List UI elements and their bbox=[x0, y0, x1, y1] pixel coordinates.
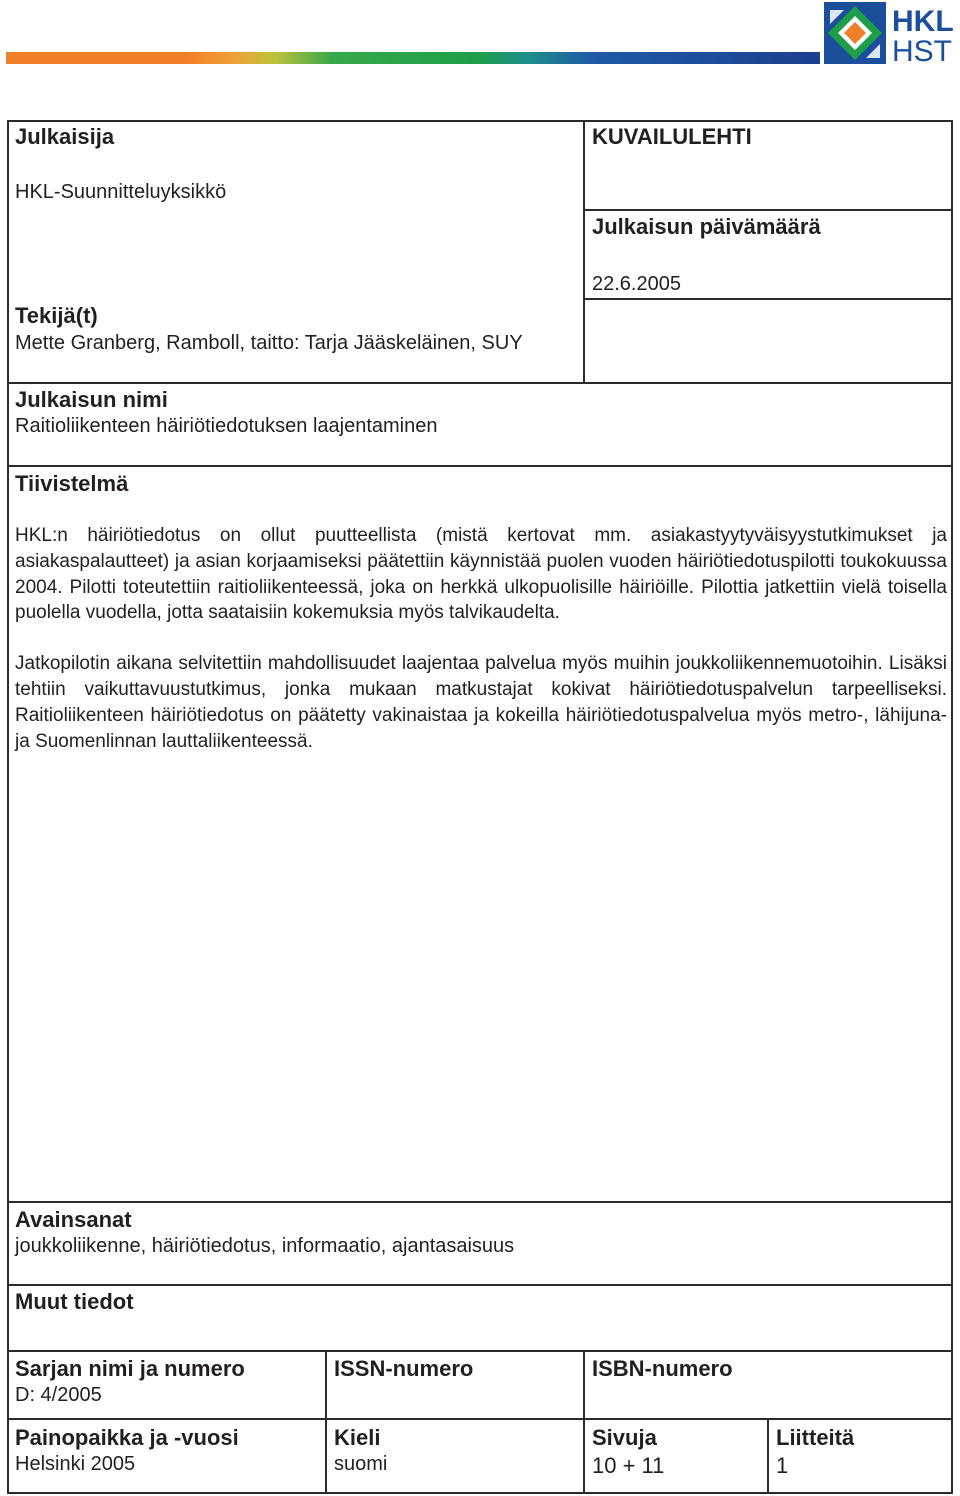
print-place-value: Helsinki 2005 bbox=[15, 1453, 136, 1475]
document-type: KUVAILULEHTI bbox=[592, 124, 752, 149]
keywords-label: Avainsanat bbox=[15, 1207, 132, 1232]
divider-date bbox=[583, 209, 953, 211]
authors-label: Tekijä(t) bbox=[15, 303, 98, 328]
print-place-label: Painopaikka ja -vuosi bbox=[15, 1425, 239, 1450]
abstract-body bbox=[15, 523, 947, 779]
keywords-value: joukkoliikenne, häiriötiedotus, informaatio, ajantasaisuus bbox=[15, 1235, 515, 1257]
divider-series bbox=[7, 1350, 953, 1352]
language-value: suomi bbox=[334, 1453, 388, 1475]
publication-title-value: Raitioliikenteen häiriötiedotuksen laajentaminen bbox=[15, 415, 438, 437]
logo-text-bottom: HST bbox=[892, 35, 952, 66]
header-color-stripe bbox=[6, 52, 820, 64]
pages-label: Sivuja bbox=[592, 1425, 657, 1450]
publication-title-label: Julkaisun nimi bbox=[15, 387, 168, 412]
divider-col-2 bbox=[325, 1350, 327, 1494]
attachments-label: Liitteitä bbox=[776, 1425, 855, 1450]
description-sheet-frame bbox=[7, 120, 953, 1494]
publisher-label: Julkaisija bbox=[15, 124, 115, 149]
issn-label: ISSN-numero bbox=[334, 1356, 474, 1381]
other-info-label: Muut tiedot bbox=[15, 1289, 134, 1314]
isbn-label: ISBN-numero bbox=[592, 1356, 733, 1381]
abstract-paragraph-1: HKL:n häiriötiedotus on ollut puutteellista (mistä kertovat mm. asiakastyytyväisyystutkimukset ja asiakaspalautteet) ja asian korjaamiseksi päätettiin käynnistää puolen vuoden häiriötiedotuspilotti toukokuussa 2004. Pilotti toteutettiin raitioliikenteessä, joka on herkkä ulkopuolisille häiriöille. Pilottia jatkettiin vielä toisella puolella vuodella, jotta saataisiin kokemuksia myös talvikaudelta. bbox=[15, 525, 947, 624]
logo-text-top: HKL bbox=[892, 5, 954, 38]
abstract-label: Tiivistelmä bbox=[15, 471, 129, 496]
divider-abstract bbox=[7, 465, 953, 467]
publication-date-label: Julkaisun päivämäärä bbox=[592, 214, 821, 239]
divider-other-info bbox=[7, 1284, 953, 1286]
divider-keywords bbox=[7, 1201, 953, 1203]
publication-date-value: 22.6.2005 bbox=[592, 273, 681, 295]
authors-value: Mette Granberg, Ramboll, taitto: Tarja Jääskeläinen, SUY bbox=[15, 332, 523, 354]
divider-col-3 bbox=[583, 1350, 585, 1494]
divider-col-4 bbox=[767, 1418, 769, 1494]
abstract-paragraph-2: Jatkopilotin aikana selvitettiin mahdollisuudet laajentaa palvelua myös muihin joukkoliikennemuotoihin. Lisäksi tehtiin vaikuttavuustutkimus, jonka mukaan matkustajat kokivat häiriötiedotuspalvelun tarpeelliseksi. Raitioliikenteen häiriötiedotus on päätetty vakinaistaa ja kokeilla häiriötiedotuspalvelua myös metro-, lähijuna- ja Suomenlinnan lauttaliikenteessä. bbox=[15, 653, 947, 752]
series-value: D: 4/2005 bbox=[15, 1384, 102, 1406]
divider-print bbox=[7, 1418, 953, 1420]
divider-title bbox=[7, 382, 953, 384]
divider-top-vertical bbox=[583, 120, 585, 382]
pages-value: 10 + 11 bbox=[592, 1453, 665, 1478]
divider-date-value bbox=[583, 298, 953, 300]
series-label: Sarjan nimi ja numero bbox=[15, 1356, 245, 1381]
attachments-value: 1 bbox=[776, 1453, 789, 1478]
hkl-hst-logo bbox=[822, 2, 956, 66]
publisher-value: HKL-Suunnitteluyksikkö bbox=[15, 181, 227, 203]
language-label: Kieli bbox=[334, 1425, 381, 1450]
